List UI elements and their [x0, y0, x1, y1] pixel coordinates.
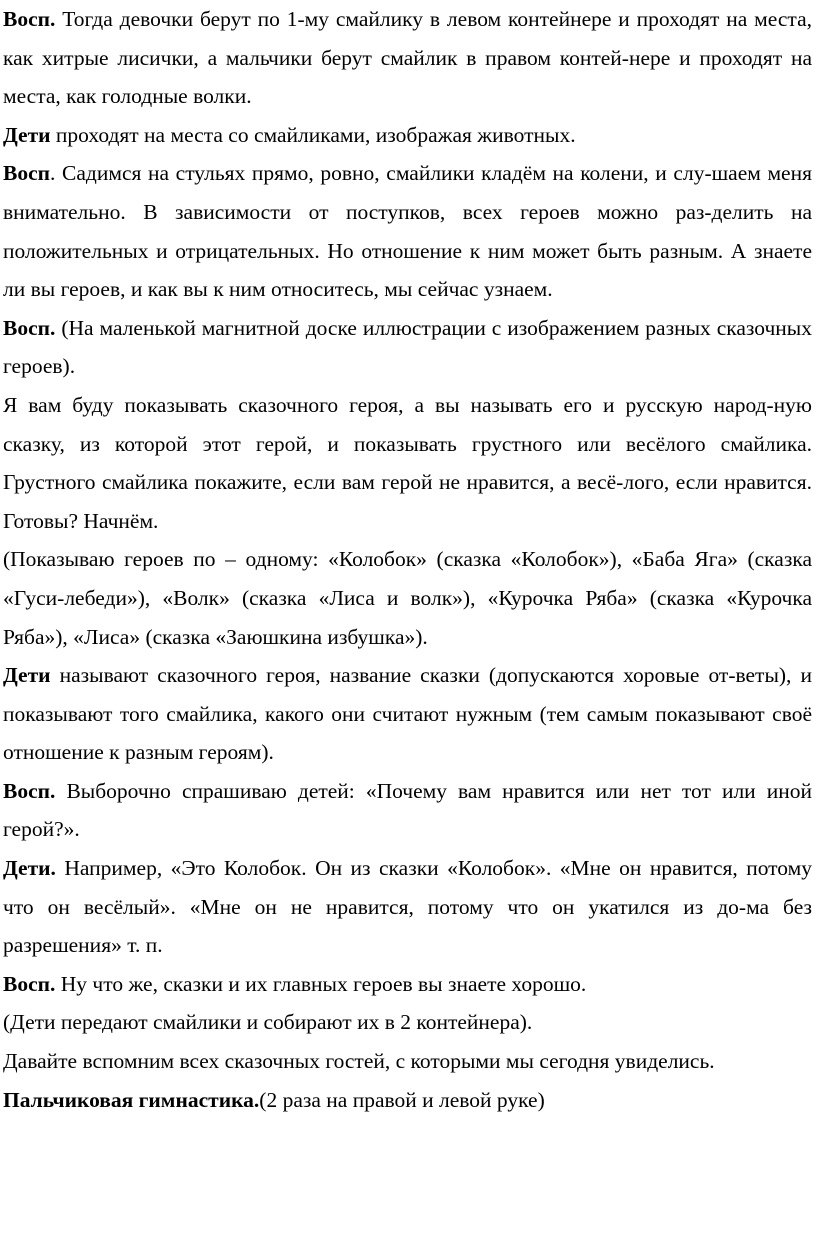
paragraph-2 — [3, 116, 812, 155]
speaker-label: Восп — [3, 161, 51, 186]
paragraph-11 — [3, 1003, 812, 1042]
speaker-label: Дети. — [3, 856, 56, 881]
paragraph-text: (Дети передают смайлики и собирают их в 2 контейнера). — [3, 1010, 533, 1035]
speaker-label: Восп. — [3, 778, 56, 803]
paragraph-text: Выборочно спрашиваю детей: «Почему вам нравится или нет тот или иной герой?». — [3, 778, 812, 842]
paragraph-10 — [3, 965, 812, 1004]
speaker-label: Восп. — [3, 7, 56, 31]
paragraph-7 — [3, 656, 812, 772]
paragraph-text: Ну что же, сказки и их главных героев вы знаете хорошо. — [55, 971, 587, 996]
speaker-label: Дети — [3, 122, 51, 147]
paragraph-8 — [3, 772, 812, 849]
speaker-label: Восп. — [3, 315, 56, 340]
paragraph-9 — [3, 849, 812, 965]
paragraph-text: Например, «Это Колобок. Он из сказки «Колобок». «Мне он нравится, потому что он весёлый». «Мне он не нравится, потому что он укатился из до-ма без разрешения» т. п. — [3, 856, 812, 958]
paragraph-1 — [3, 0, 812, 116]
speaker-label: Восп. — [3, 971, 56, 996]
paragraph-12 — [3, 1042, 812, 1081]
paragraph-text: Тогда девочки берут по 1-му смайлику в левом контейнере и проходят на места, как хитрые лисички, а мальчики берут смайлик в правом контей-нере и проходят на места, как голодные волки. — [3, 7, 812, 109]
paragraph-text: проходят на места со смайликами, изображая животных. — [50, 122, 576, 147]
paragraph-text: (Показываю героев по – одному: «Колобок» (сказка «Колобок»), «Баба Яга» (сказка «Гуси-лебеди»), «Волк» (сказка «Лиса и волк»), «Курочка Ряба» (сказка «Курочка Ряба»), «Лиса» (сказка «Заюшкина избушка»). — [3, 547, 812, 649]
section-heading: Пальчиковая гимнастика. — [3, 1087, 260, 1112]
paragraph-5 — [3, 386, 812, 540]
paragraph-text: называют сказочного героя, название сказки (допускаются хоровые от-веты), и показывают того смайлика, какого они считают нужным (тем самым показывают своё отношение к разным героям). — [3, 663, 812, 765]
paragraph-3 — [3, 154, 812, 308]
paragraph-text: (На маленькой магнитной доске иллюстрации с изображением разных сказочных героев). — [3, 315, 812, 379]
speaker-label: Дети — [3, 663, 51, 688]
paragraph-text: Давайте вспомним всех сказочных гостей, с которыми мы сегодня увиделись. — [3, 1049, 715, 1074]
paragraph-6 — [3, 540, 812, 656]
paragraph-text: Я вам буду показывать сказочного героя, а вы называть его и русскую народ-ную сказку, из которой этот герой, и показывать грустного или весёлого смайлика. Грустного смайлика покажите, если вам герой не нравится, а весё-лого, если нравится. Готовы? Начнём. — [3, 392, 812, 533]
paragraph-text: . Садимся на стульях прямо, ровно, смайлики кладём на колени, и слу-шаем меня внимательно. В зависимости от поступков, всех героев можно раз-делить на положительных и отрицательных. Но отношение к ним может быть разным. А знаете ли вы героев, и как вы к ним относитесь, мы сейчас узнаем. — [3, 161, 812, 302]
paragraph-text: (2 раза на правой и левой руке) — [259, 1087, 545, 1112]
paragraph-4 — [3, 309, 812, 386]
paragraph-13 — [3, 1081, 812, 1120]
